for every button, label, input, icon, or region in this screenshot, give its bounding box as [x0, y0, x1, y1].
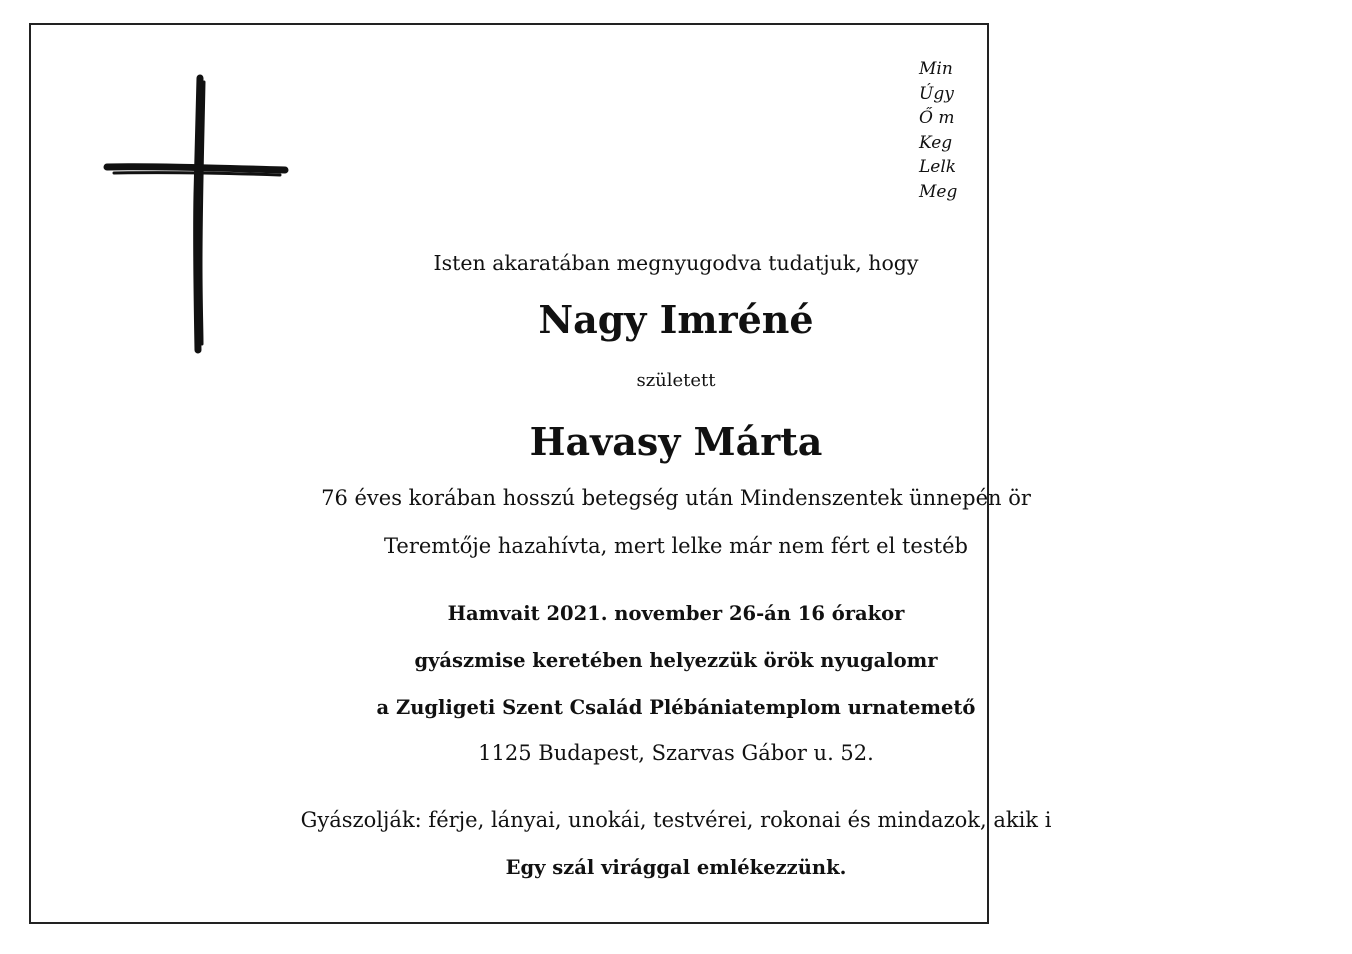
death-description-line-2: Teremtője hazahívta, mert lelke már nem fért el testéb: [384, 534, 968, 558]
deceased-married-name: Nagy Imréné: [538, 297, 814, 342]
poem-line: Lelk: [919, 157, 957, 177]
church-address: 1125 Budapest, Szarvas Gábor u. 52.: [478, 741, 874, 765]
deceased-birth-name: Havasy Márta: [529, 419, 823, 464]
born-label: született: [636, 370, 716, 391]
death-description-line-1: 76 éves korában hosszú betegség után Mindenszentek ünnepén ör: [321, 486, 1031, 510]
poem-line: Keg: [919, 132, 953, 153]
mourners-list: Gyászolják: férje, lányai, unokái, testvérei, rokonai és mindazok, akik i: [300, 808, 1052, 832]
poem-line: Meg: [919, 181, 958, 202]
poem-line: Ő m: [919, 108, 955, 128]
flower-request: Egy szál virággal emlékezzünk.: [505, 856, 847, 879]
intro-text: Isten akaratában megnyugodva tudatjuk, hogy: [433, 251, 919, 275]
poem-line: Min: [919, 59, 953, 79]
poem-line: Úgy: [919, 83, 954, 104]
funeral-details-line-3: a Zugligeti Szent Család Plébániatemplom urnatemető: [376, 696, 976, 719]
funeral-details-line-1: Hamvait 2021. november 26-án 16 órakor: [447, 602, 905, 625]
funeral-details-line-2: gyászmise keretében helyezzük örök nyugalomr: [414, 649, 938, 672]
poem-verse: [919, 57, 1219, 204]
